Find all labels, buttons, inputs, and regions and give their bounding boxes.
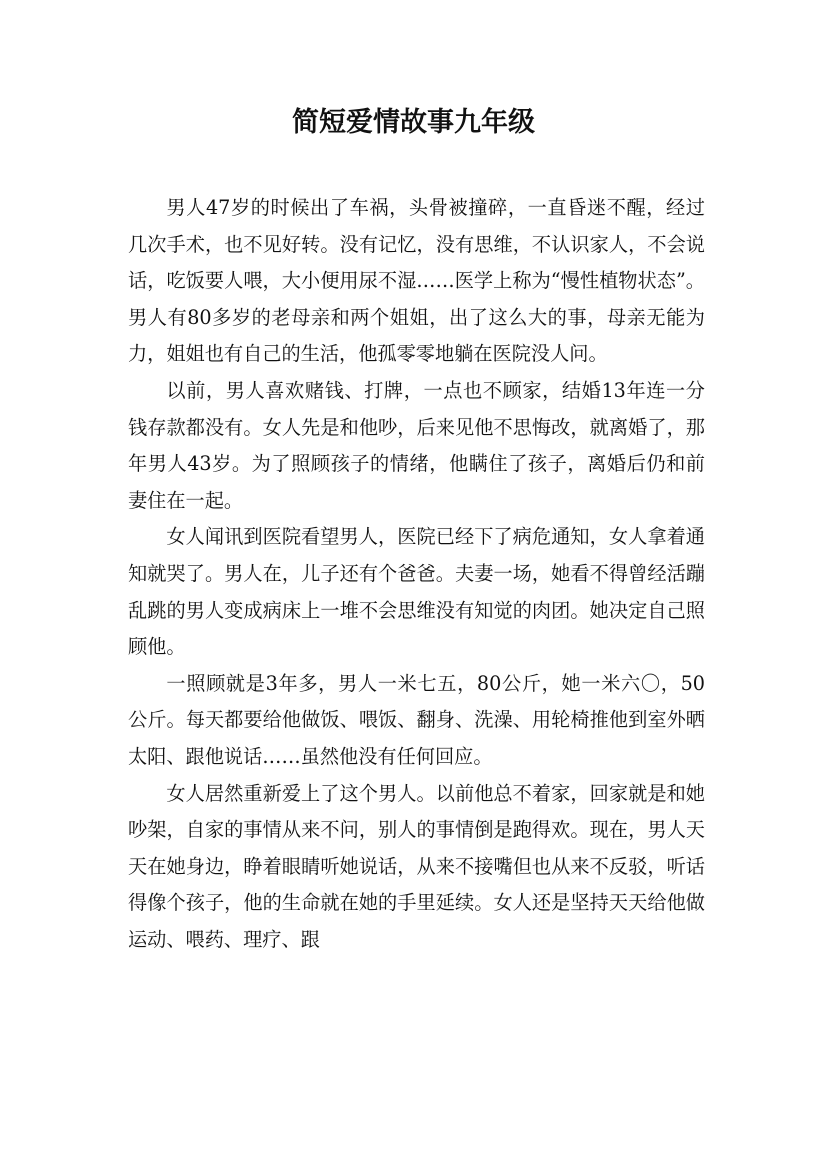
paragraph-2: 以前，男人喜欢赌钱、打牌，一点也不顾家，结婚13年连一分钱存款都没有。女人先是和他吵，后来见他不思悔改，就离婚了，那年男人43岁。为了照顾孩子的情绪，他瞒住了孩子，离婚后仍和前妻住在一起。 — [128, 378, 705, 512]
document-body — [128, 190, 705, 958]
paragraph-5: 女人居然重新爱上了这个男人。以前他总不着家，回家就是和她吵架，自家的事情从来不问，别人的事情倒是跑得欢。现在，男人天天在她身边，睁着眼睛听她说话，从来不接嘴但也从来不反驳，听话得像个孩子，他的生命就在她的手里延续。女人还是坚持天天给他做运动、喂药、理疗、跟 — [128, 781, 705, 951]
paragraph-1: 男人47岁的时候出了车祸，头骨被撞碎，一直昏迷不醒，经过几次手术，也不见好转。没有记忆，没有思维，不认识家人，不会说话，吃饭要人喂，大小便用尿不湿……医学上称为“慢性植物状态”。男人有80多岁的老母亲和两个姐姐，出了这么大的事，母亲无能为力，姐姐也有自己的生活，他孤零零地躺在医院没人问。 — [128, 196, 705, 366]
document-title: 简短爱情故事九年级 — [292, 107, 535, 138]
paragraph-3: 女人闻讯到医院看望男人，医院已经下了病危通知，女人拿着通知就哭了。男人在，儿子还有个爸爸。夫妻一场，她看不得曾经活蹦乱跳的男人变成病床上一堆不会思维没有知觉的肉团。她决定自己照顾他。 — [128, 525, 705, 659]
paragraph-4: 一照顾就是3年多，男人一米七五，80公斤，她一米六〇，50公斤。每天都要给他做饭、喂饭、翻身、洗澡、用轮椅推他到室外晒太阳、跟他说话……虽然他没有任何回应。 — [128, 671, 705, 768]
